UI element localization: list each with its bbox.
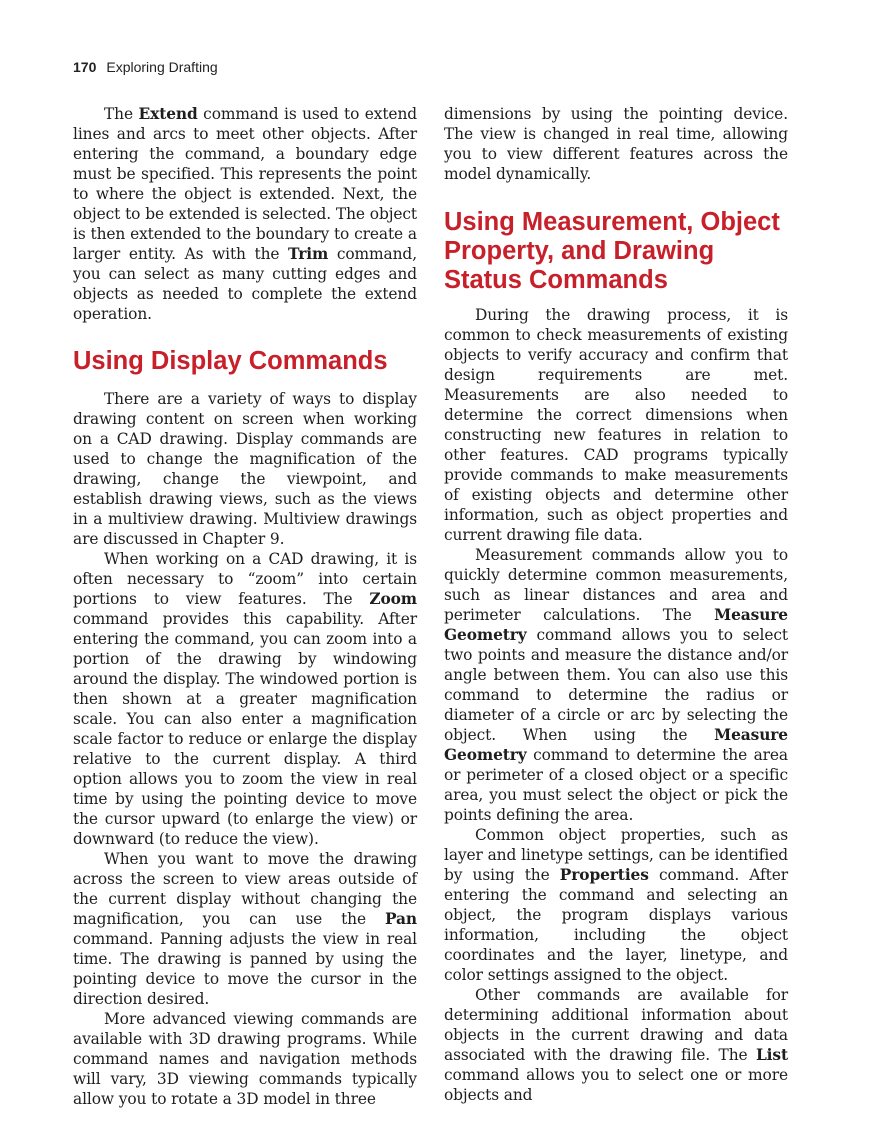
paragraph-list: Other commands are available for determining additional information about objects in the current drawing and data associated with the drawing file. The List command allows you to select one or more objects and xyxy=(444,986,788,1104)
paragraph-properties: Common object properties, such as layer and linetype settings, can be identified by using the Properties command. After entering the command and selecting an object, the program displays various information, including the object coordinates and the layer, linetype, and color settings assigned to the object. xyxy=(444,826,788,984)
paragraph-measure-geometry: Measurement commands allow you to quickly determine common measurements, such as linear distances and area and perimeter calculations. The Measure Geometry command allows you to select two points and measure the distance and/or angle between them. You can also use this command to determine the radius or diameter of a circle or arc by selecting the object. When using the Measure Geometry command to determine the area or perimeter of a closed object or a specific area, you must select the object or pick the points defining the area. xyxy=(444,546,788,824)
command-pan: Pan xyxy=(384,910,417,928)
running-header xyxy=(73,59,218,75)
section-heading-display: Using Display Commands xyxy=(73,347,388,375)
left-column xyxy=(73,104,417,1109)
paragraph-zoom: When working on a CAD drawing, it is often necessary to “zoom” into certain portions to view features. The Zoom command provides this capability. After entering the command, you can zoom into a portion of the drawing by windowing around the display. The windowed portion is then shown at a greater magnification scale. You can also enter a magnification scale factor to reduce or enlarge the display relative to the current display. A third option allows you to zoom the view in real time by using the pointing device to move the cursor upward (to enlarge the view) or downward (to reduce the view). xyxy=(73,550,417,848)
command-properties: Properties xyxy=(559,866,649,884)
page-number: 170 xyxy=(73,59,97,75)
command-extend: Extend xyxy=(138,105,198,123)
paragraph-display-intro: There are a variety of ways to display drawing content on screen when working on a CAD drawing. Display commands are used to change the magnification of the drawing, change the viewpoint, and establish drawing views, such as the views in a multiview drawing. Multiview drawings are discussed in Chapter 9. xyxy=(73,390,417,548)
paragraph-pan: When you want to move the drawing across the screen to view areas outside of the current display without changing the magnification, you can use the Pan command. Panning adjusts the view in real time. The drawing is panned by using the pointing device to move the cursor in the direction desired. xyxy=(73,850,417,1008)
paragraph-3d-viewing: More advanced viewing commands are available with 3D drawing programs. While command names and navigation methods will vary, 3D viewing commands typically allow you to rotate a 3D model in three xyxy=(73,1010,417,1108)
command-list: List xyxy=(755,1046,788,1064)
section-heading-measurement: Using Measurement, Object Property, and Drawing Status Commands xyxy=(444,208,780,294)
command-trim: Trim xyxy=(288,245,329,263)
book-title: Exploring Drafting xyxy=(106,59,218,75)
command-measure-geometry: Measure Geometry xyxy=(444,606,788,644)
paragraph-3d-continued: dimensions by using the pointing device. The view is changed in real time, allowing you to view different features across the model dynamically. xyxy=(444,105,788,183)
paragraph-extend: The Extend command is used to extend lines and arcs to meet other objects. After entering the command, a boundary edge must be specified. This represents the point to where the object is extended. Next, the object to be extended is selected. The object is then extended to the boundary to create a larger entity. As with the Trim command, you can select as many cutting edges and objects as needed to complete the extend operation. xyxy=(73,105,418,323)
command-measure-geometry-2: Measure Geometry xyxy=(444,726,788,764)
right-column xyxy=(444,104,788,1105)
command-zoom: Zoom xyxy=(369,590,417,608)
paragraph-measure-intro: During the drawing process, it is common to check measurements of existing objects to verify accuracy and confirm that design requirements are met. Measurements are also needed to determine the correct dimensions when constructing new features in relation to other features. CAD programs typically provide commands to make measurements of existing objects and determine other information, such as object properties and current drawing file data. xyxy=(444,306,788,544)
